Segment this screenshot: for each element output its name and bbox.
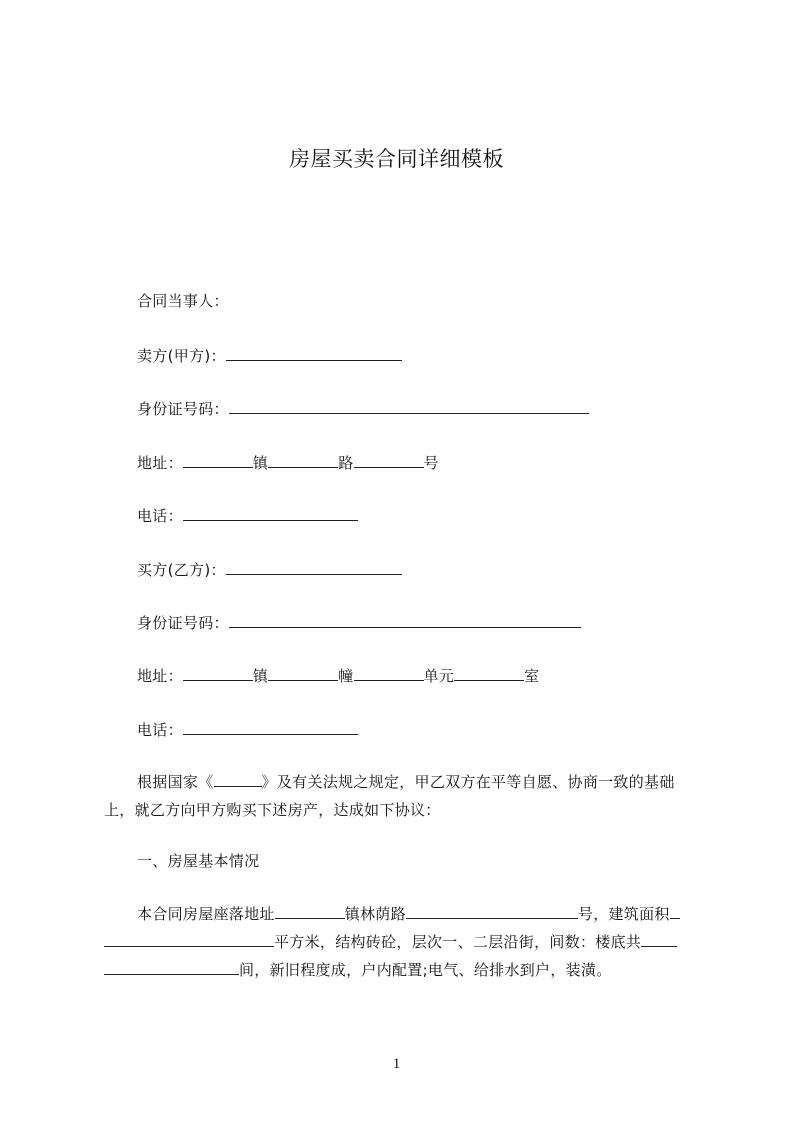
buyer-phone-blank[interactable] (183, 719, 358, 735)
buyer-address-label: 地址： (137, 667, 183, 685)
parties-label: 合同当事人： (137, 292, 229, 310)
buyer-address-blank-3[interactable] (354, 665, 424, 681)
section-1-line-2 (104, 928, 704, 956)
area-blank-start[interactable] (670, 903, 680, 919)
section-1-line-3 (104, 956, 704, 984)
location-blank-1[interactable] (275, 903, 345, 919)
address-text: 本合同房屋座落地址 (137, 905, 275, 923)
section-1-paragraph (104, 900, 704, 984)
buyer-phone-row (137, 719, 358, 740)
buyer-address-unit: 单元 (423, 667, 455, 685)
buyer-phone-label: 电话： (137, 721, 183, 739)
section-1-line-1 (104, 900, 704, 928)
buyer-row (137, 559, 402, 580)
buyer-address-building: 幢 (338, 667, 354, 685)
seller-phone-row (137, 505, 358, 526)
preamble-text-a: 根据国家《 (137, 773, 214, 791)
buyer-address-town: 镇 (252, 667, 269, 685)
buyer-address-row (137, 665, 539, 686)
preamble-line-1 (104, 768, 704, 796)
preamble-paragraph (104, 768, 704, 824)
room-count-blank-start[interactable] (641, 931, 677, 947)
buyer-id-label: 身份证号码： (137, 614, 229, 632)
seller-phone-blank[interactable] (183, 505, 358, 521)
seller-address-label: 地址： (137, 454, 183, 472)
seller-id-blank[interactable] (229, 398, 589, 414)
preamble-text-b: 》及有关法规之规定，甲乙双方在平等自愿、协商一致的基础 (261, 773, 675, 791)
buyer-id-blank[interactable] (229, 612, 581, 628)
buyer-address-blank-4[interactable] (454, 665, 524, 681)
area-text: 号，建筑面积 (577, 905, 670, 923)
seller-address-road: 路 (338, 454, 354, 472)
seller-id-row (137, 398, 589, 419)
seller-row (137, 345, 402, 366)
seller-name-blank[interactable] (226, 345, 402, 361)
seller-address-number: 号 (423, 454, 439, 472)
seller-address-row (137, 452, 439, 473)
location-blank-2[interactable] (406, 903, 578, 919)
buyer-address-blank-2[interactable] (268, 665, 338, 681)
buyer-address-room: 室 (524, 667, 540, 685)
seller-address-blank-2[interactable] (268, 452, 338, 468)
section-1-heading: 一、房屋基本情况 (137, 852, 260, 870)
seller-address-blank-1[interactable] (183, 452, 253, 468)
seller-address-town: 镇 (252, 454, 269, 472)
seller-label: 卖方(甲方)： (137, 347, 226, 365)
seller-id-label: 身份证号码： (137, 400, 229, 418)
law-name-blank[interactable] (214, 771, 262, 787)
room-count-blank[interactable] (104, 959, 239, 975)
condition-text: 间，新旧程度成，户内配置;电气、给排水到户，装潢。 (239, 961, 612, 979)
seller-address-blank-3[interactable] (354, 452, 424, 468)
area-blank[interactable] (104, 931, 274, 947)
road-text: 镇林荫路 (344, 905, 406, 923)
buyer-address-blank-1[interactable] (183, 665, 253, 681)
page-number: 1 (392, 1056, 401, 1072)
buyer-name-blank[interactable] (226, 559, 402, 575)
seller-phone-label: 电话： (137, 507, 183, 525)
document-title: 房屋买卖合同详细模板 (289, 147, 504, 171)
buyer-label: 买方(乙方)： (137, 561, 226, 579)
preamble-line-2: 上，就乙方向甲方购买下述房产，达成如下协议： (104, 801, 441, 819)
structure-text: 平方米，结构砖砼，层次一、二层沿街，间数：楼底共 (274, 933, 642, 951)
buyer-id-row (137, 612, 581, 633)
